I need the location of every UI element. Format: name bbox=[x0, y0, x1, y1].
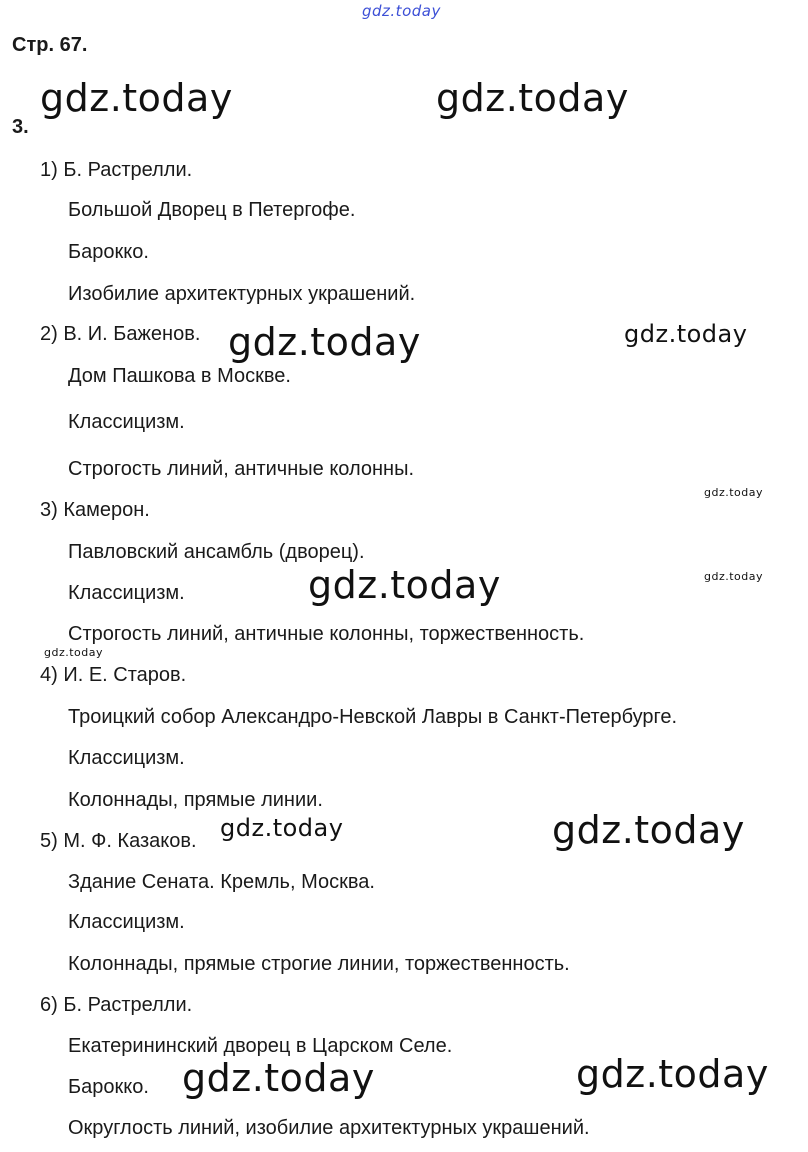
entry-2-title: 2) В. И. Баженов. bbox=[40, 323, 201, 345]
watermark: gdz.today bbox=[552, 808, 745, 852]
entry-3-building: Павловский ансамбль (дворец). bbox=[68, 541, 365, 563]
watermark: gdz.today bbox=[704, 486, 764, 499]
entry-6-building: Екатерининский дворец в Царском Селе. bbox=[68, 1035, 453, 1057]
entry-6-features: Округлость линий, изобилие архитектурных украшений. bbox=[68, 1117, 590, 1139]
entry-6-title: 6) Б. Растрелли. bbox=[40, 994, 193, 1016]
page-label: Стр. 67. bbox=[12, 34, 88, 56]
watermark: gdz.today bbox=[624, 320, 748, 348]
entry-1-title: 1) Б. Растрелли. bbox=[40, 159, 193, 181]
watermark: gdz.today bbox=[704, 570, 764, 583]
task-number: 3. bbox=[12, 116, 29, 138]
entry-4-title: 4) И. Е. Старов. bbox=[40, 664, 187, 686]
entry-3-features: Строгость линий, античные колонны, торжественность. bbox=[68, 623, 585, 645]
watermark-top: gdz.today bbox=[362, 2, 441, 20]
watermark: gdz.today bbox=[40, 76, 233, 120]
entry-1-features: Изобилие архитектурных украшений. bbox=[68, 283, 416, 305]
watermark: gdz.today bbox=[308, 563, 501, 607]
entry-4-building: Троицкий собор Александро-Невской Лавры в Санкт-Петербурге. bbox=[68, 706, 678, 728]
entry-4-features: Колоннады, прямые линии. bbox=[68, 789, 323, 811]
watermark: gdz.today bbox=[228, 320, 421, 364]
entry-2-features: Строгость линий, античные колонны. bbox=[68, 458, 415, 480]
watermark: gdz.today bbox=[436, 76, 629, 120]
entry-3-style: Классицизм. bbox=[68, 582, 185, 604]
entry-5-style: Классицизм. bbox=[68, 911, 185, 933]
watermark: gdz.today bbox=[220, 814, 344, 842]
entry-6-style: Барокко. bbox=[68, 1076, 149, 1098]
watermark: gdz.today bbox=[576, 1052, 769, 1096]
entry-2-building: Дом Пашкова в Москве. bbox=[68, 365, 291, 387]
entry-5-building: Здание Сената. Кремль, Москва. bbox=[68, 871, 375, 893]
entry-3-title: 3) Камерон. bbox=[40, 499, 150, 521]
entry-5-title: 5) М. Ф. Казаков. bbox=[40, 830, 197, 852]
entry-5-features: Колоннады, прямые строгие линии, торжественность. bbox=[68, 953, 570, 975]
entry-2-style: Классицизм. bbox=[68, 411, 185, 433]
entry-1-building: Большой Дворец в Петергофе. bbox=[68, 199, 356, 221]
entry-1-style: Барокко. bbox=[68, 241, 149, 263]
watermark: gdz.today bbox=[182, 1056, 375, 1100]
entry-4-style: Классицизм. bbox=[68, 747, 185, 769]
watermark: gdz.today bbox=[44, 646, 104, 659]
